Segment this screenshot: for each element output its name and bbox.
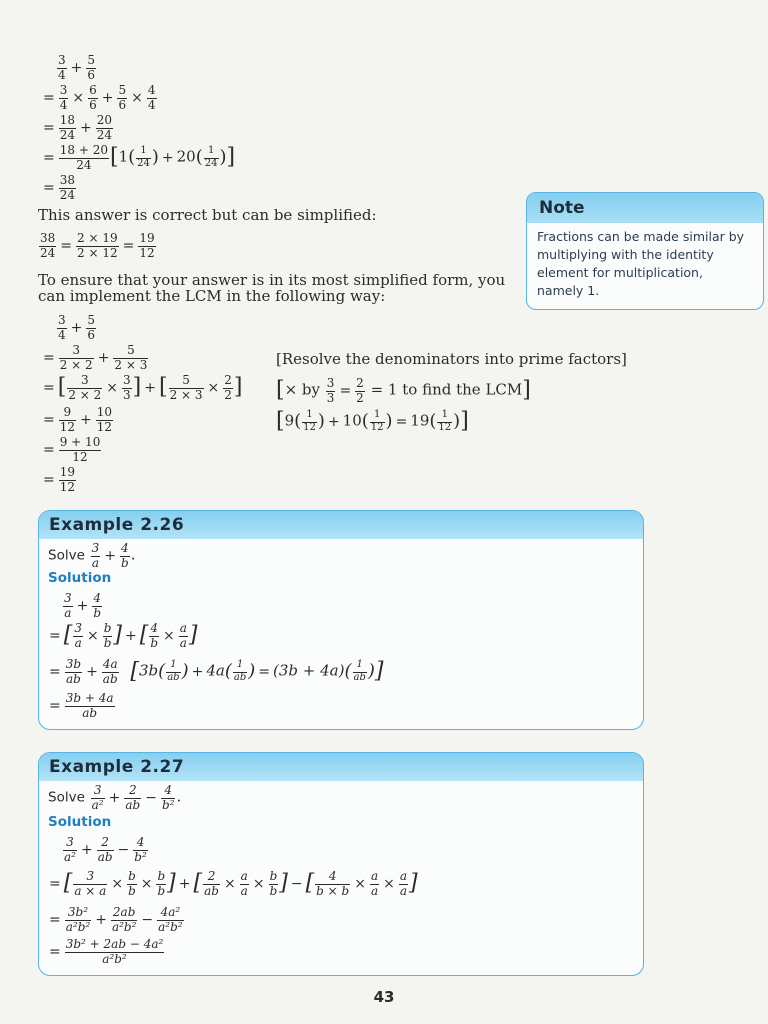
ex226-line-4: = $\frac{3b + 4a}{ab}$ [49, 691, 114, 720]
ex227-line-2: = [ $\frac{3}{a \times a}$ × $\frac{b}{b}$ × $\frac{b}{b}$ ] + [ $\frac{2}{ab}$ × $\frac{a}{a}$ × $\frac{b}{b}$ ] − [ $\frac{4}{b \times b}$ × $\frac{a}{a}$ × $\frac{a}{a}$ ] [49, 869, 418, 898]
lcm-line-3: = [ $\frac{3}{2 \times 2}$ × $\frac{3}{3}$ ] + [ $\frac{5}{2 \times 3}$ × $\frac{2}{2}$ ] [43, 373, 243, 402]
lcm-line-6: = $\frac{19}{12}$ [43, 465, 76, 494]
page-number: 43 [373, 988, 395, 1006]
top-line-1: $\frac{3}{4}$ + $\frac{5}{6}$ [58, 53, 96, 82]
lcm-line-2: = $\frac{3}{2 \times 2}$ + $\frac{5}{2 \times 3}$ [43, 343, 148, 372]
note-body: Fractions can be made similar by multiplying with the identity element for multiplication, namely 1. [537, 229, 745, 298]
top-line-4: = $\frac{18 + 20}{24}$ [1( $\frac{1}{24}$ ) + 20( $\frac{1}{24}$ )] [43, 143, 236, 172]
example-title: Example 2.26 [39, 511, 643, 539]
ex227-line-1: $\frac{3}{\text{a²}}$ + $\frac{2}{ab}$ − $\frac{4}{\text{b²}}$ [64, 835, 147, 864]
example-2-26-question: Solve $\frac{3}{a}$ + $\frac{4}{b}$ . [48, 541, 136, 570]
lcm-line-4: = $\frac{9}{12}$ + $\frac{10}{12}$ [43, 405, 113, 434]
lcm-text-line-2: can implement the LCM in the following way: [38, 287, 386, 305]
ex226-line-1: $\frac{3}{a}$ + $\frac{4}{b}$ [64, 591, 102, 620]
top-line-3: = $\frac{18}{24}$ + $\frac{20}{24}$ [43, 113, 113, 142]
lcm-text-line-1: To ensure that your answer is in its most simplified form, you [38, 271, 506, 289]
multiply-note: [× by $\frac{3}{3}$ = $\frac{2}{2}$ = 1 to find the LCM] [276, 376, 531, 405]
example-2-27-question: Solve $\frac{3}{\text{a²}}$ + $\frac{2}{ab}$ − $\frac{4}{\text{b²}}$ . [48, 783, 182, 812]
ex227-line-4: = $\frac{\text{3b² + 2ab − 4a²}}{\text{a²b²}}$ [49, 937, 164, 966]
ex226-line-2: = [ $\frac{3}{a}$ × $\frac{b}{b}$ ] + [ $\frac{4}{b}$ × $\frac{a}{a}$ ] [49, 621, 198, 650]
example-title: Example 2.27 [39, 753, 643, 781]
simplify-equation: $\frac{38}{24}$ = $\frac{2 \times 19}{2 \times 12}$ = $\frac{19}{12}$ [40, 231, 155, 260]
note-title: Note [527, 193, 763, 223]
top-line-5: = $\frac{38}{24}$ [43, 173, 76, 202]
sum-note: [9( $\frac{1}{12}$ ) + 10( $\frac{1}{12}$ ) = 19( $\frac{1}{12}$ )] [276, 408, 469, 434]
fraction: $\frac{5}{6}$ [87, 53, 96, 82]
solution-heading: Solution [48, 570, 112, 586]
solution-heading: Solution [48, 814, 112, 830]
lcm-line-1: $\frac{3}{4}$ + $\frac{5}{6}$ [58, 313, 96, 342]
resolve-note: [Resolve the denominators into prime factors] [276, 350, 627, 368]
lcm-line-5: = $\frac{9 + 10}{12}$ [43, 435, 101, 464]
top-line-2: = $\frac{3}{4}$ × $\frac{6}{6}$ + $\frac{5}{6}$ × $\frac{4}{4}$ [43, 83, 156, 112]
fraction: $\frac{3}{4}$ [58, 53, 66, 82]
simplify-text: This answer is correct but can be simplified: [38, 206, 377, 224]
ex227-line-3: = $\frac{\text{3b²}}{\text{a²b²}}$ + $\frac{2ab}{\text{a²b²}}$ − $\frac{\text{4a²}}{\text{a²b²}}$ [49, 905, 183, 934]
note-box [526, 192, 764, 310]
ex226-line-3: = $\frac{3b}{ab}$ + $\frac{4a}{ab}$ [3b( $\frac{1}{ab}$ ) + 4a( $\frac{1}{ab}$ ) = (3b + 4a)( $\frac{1}{ab}$ )] [49, 657, 384, 686]
